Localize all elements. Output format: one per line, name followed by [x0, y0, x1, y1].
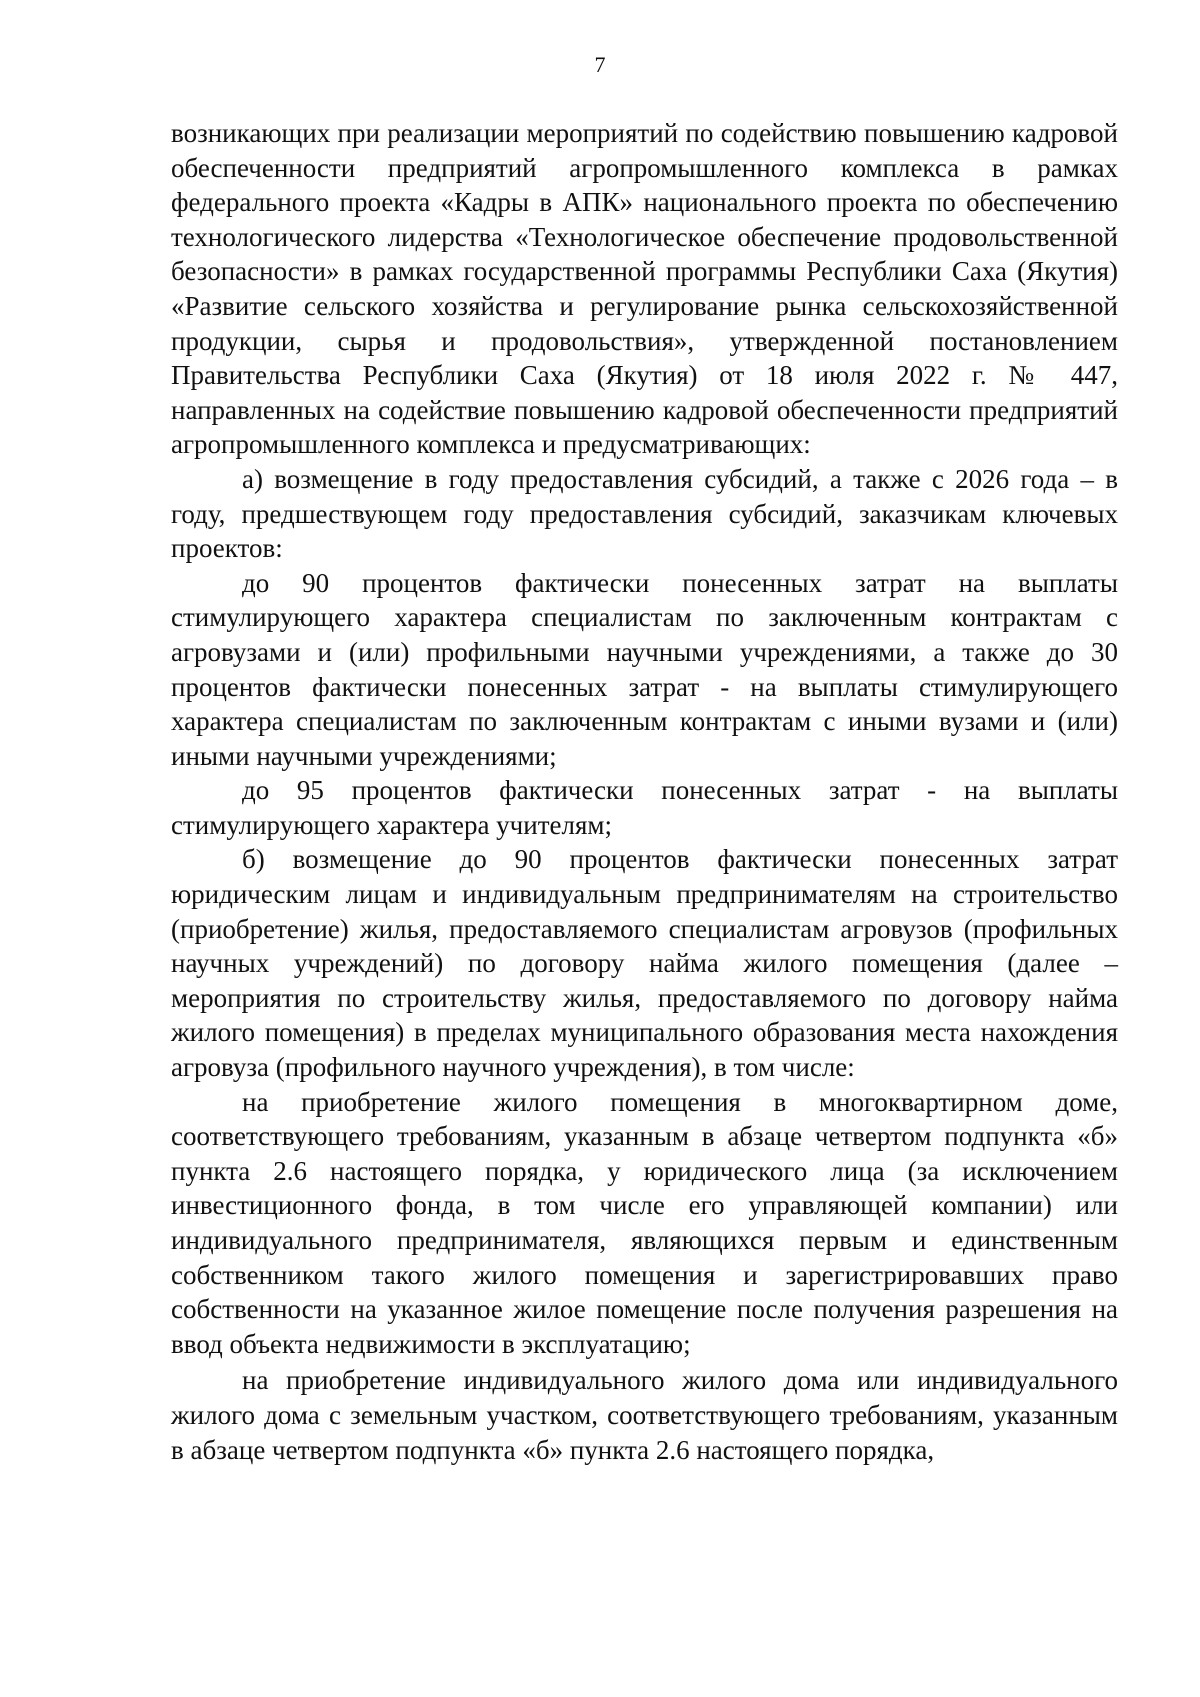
paragraph-item-a: а) возмещение в году предоставления субсидий, а также с 2026 года – в году, предшествующем году предоставления субсидий, заказчикам ключевых проектов:: [171, 463, 1118, 564]
page-number: 7: [594, 52, 606, 77]
document-body: [171, 116, 1118, 1467]
paragraph-item-b: б) возмещение до 90 процентов фактически понесенных затрат юридическим лицам и индивидуальным предпринимателям на строительство (приобретение) жилья, предоставляемого специалистам агровузов (профильных научных учреждений) по договору найма жилого помещения (далее – мероприятия по строительству жилья, предоставляемого по договору найма жилого помещения) в пределах муниципального образования места нахождения агровуза (профильного научного учреждения), в том числе:: [171, 844, 1118, 1083]
paragraph-item-a-first-point: до 90 процентов фактически понесенных затрат на выплаты стимулирующего характера специалистам по заключенным контрактам с агровузами и (или) профильными научными учреждениями, а также до 30 процентов фактически понесенных затрат - на выплаты стимулирующего характера специалистам по заключенным контрактам с иными вузами и (или) иными научными учреждениями;: [171, 567, 1118, 771]
paragraph-item-a-second-point: до 95 процентов фактически понесенных затрат - на выплаты стимулирующего характера учителям;: [171, 775, 1118, 840]
paragraph-item-b-house: на приобретение индивидуального жилого дома или индивидуального жилого дома с земельным участком, соответствующего требованиям, указанным в абзаце четвертом подпункта «б» пункта 2.6 настоящего порядка,: [171, 1365, 1118, 1465]
paragraph-item-b-apartment: на приобретение жилого помещения в многоквартирном доме, соответствующего требованиям, указанным в абзаце четвертом подпункта «б» пункта 2.6 настоящего порядка, у юридического лица (за исключением инвестиционного фонда, в том числе его управляющей компании) или индивидуального предпринимателя, являющихся первым и единственным собственником такого жилого помещения и зарегистрировавших право собственности на указанное жилое помещение после получения разрешения на ввод объекта недвижимости в эксплуатацию;: [171, 1086, 1118, 1359]
paragraph-continuation: возникающих при реализации мероприятий по содействию повышению кадровой обеспеченности предприятий агропромышленного комплекса в рамках федерального проекта «Кадры в АПК» национального проекта по обеспечению технологического лидерства «Технологическое обеспечение продовольственной безопасности» в рамках государственной программы Республики Саха (Якутия) «Развитие сельского хозяйства и регулирование рынка сельскохозяйственной продукции, сырья и продовольствия», утвержденной постановлением Правительства Республики Саха (Якутия) от 18 июля 2022 г. № 447, направленных на содействие повышению кадровой обеспеченности предприятий агропромышленного комплекса и предусматривающих:: [171, 118, 1118, 460]
